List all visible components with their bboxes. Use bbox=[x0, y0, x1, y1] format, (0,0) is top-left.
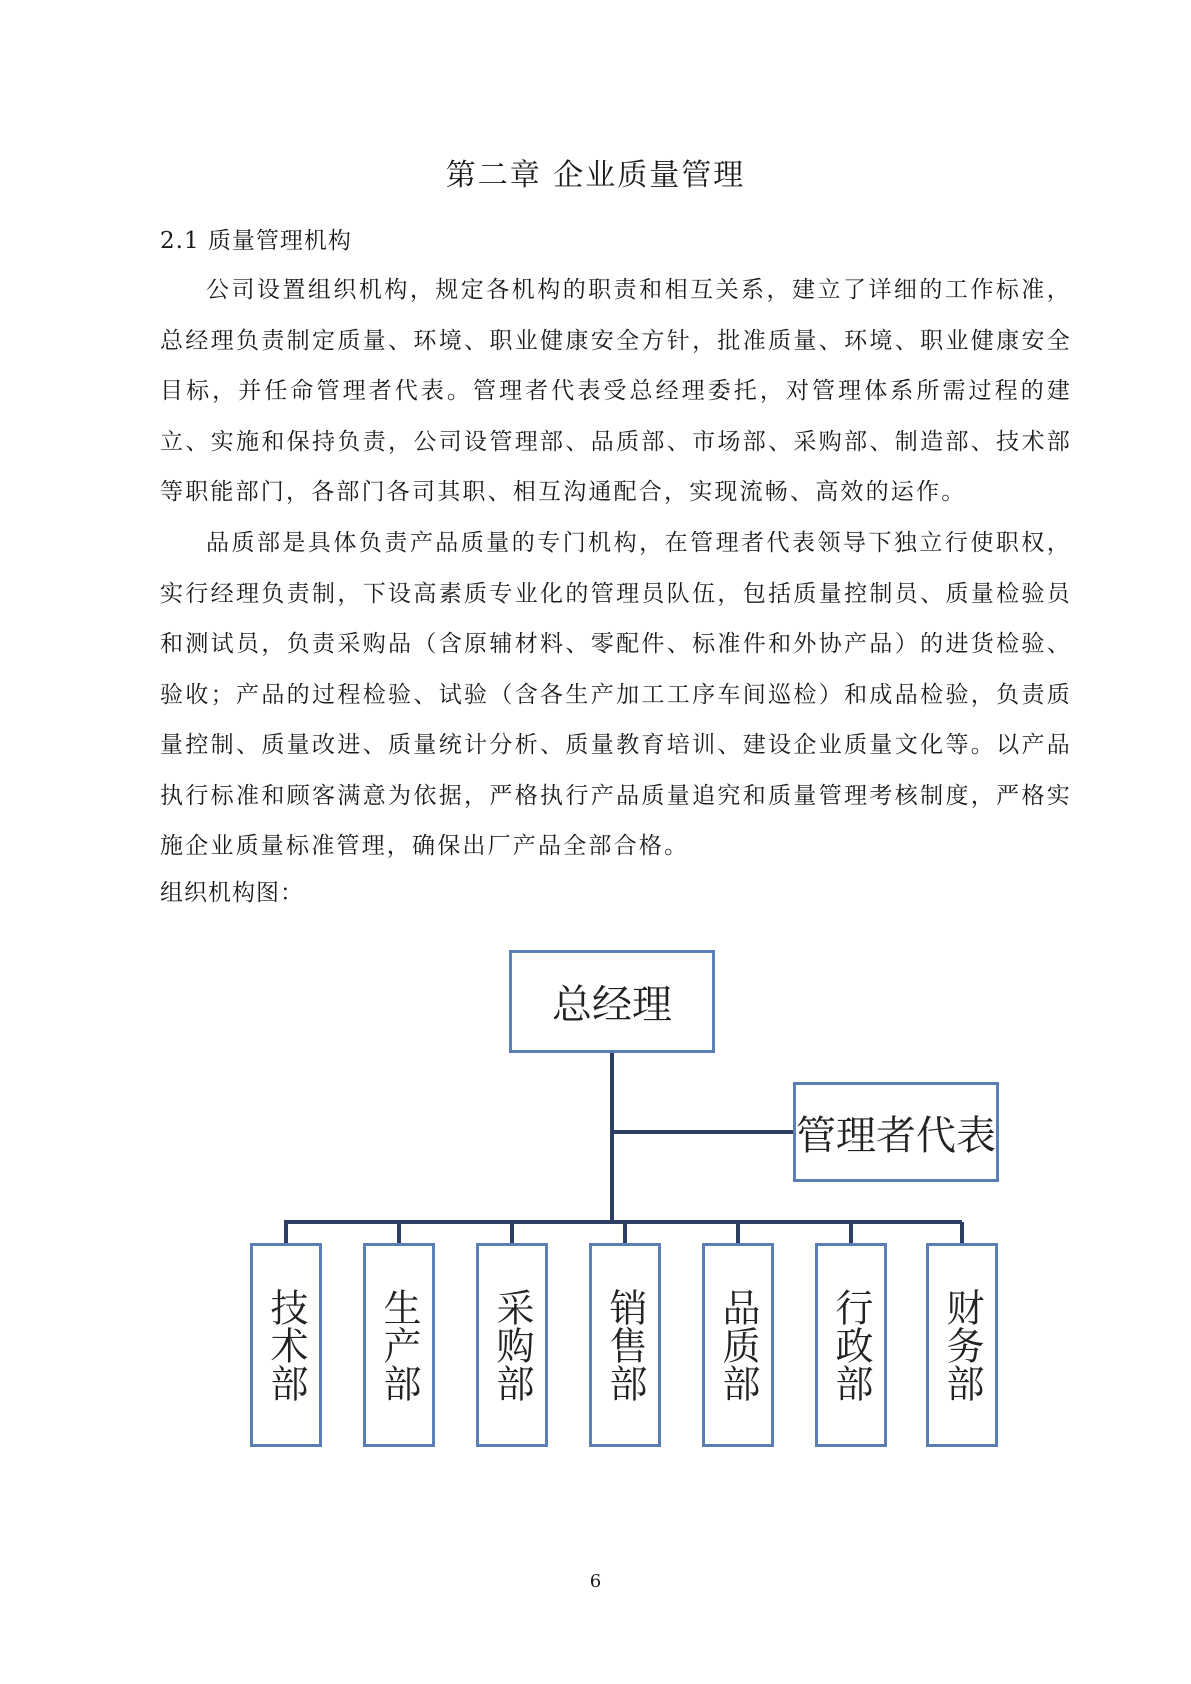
org-box-department: 技术部 bbox=[250, 1243, 322, 1447]
org-box-general-manager: 总经理 bbox=[509, 950, 715, 1053]
body-paragraph: 品质部是具体负责产品质量的专门机构，在管理者代表领导下独立行使职权，实行经理负责制，下设高素质专业化的管理员队伍，包括质量控制员、质量检验员和测试员，负责采购品（含原辅材料、零配件、标准件和外协产品）的进货检验、验收；产品的过程检验、试验（含各生产加工工序车间巡检）和成品检验，负责质量控制、质量改进、质量统计分析、质量教育培训、建设企业质量文化等。以产品执行标准和顾客满意为依据，严格执行产品质量追究和质量管理考核制度，严格实施企业质量标准管理，确保出厂产品全部合格。 bbox=[160, 530, 1072, 859]
org-box-department: 财务部 bbox=[926, 1243, 998, 1447]
org-box-management-representative: 管理者代表 bbox=[793, 1082, 999, 1182]
body-paragraph: 公司设置组织机构，规定各机构的职责和相互关系，建立了详细的工作标准，总经理负责制定质量、环境、职业健康安全方针，批准质量、环境、职业健康安全目标，并任命管理者代表。管理者代表受总经理委托，对管理体系所需过程的建立、实施和保持负责，公司设管理部、品质部、市场部、采购部、制造部、技术部等职能部门，各部门各司其职、相互沟通配合，实现流畅、高效的运作。 bbox=[160, 277, 1072, 505]
org-box-department: 行政部 bbox=[815, 1243, 887, 1447]
org-box-department: 品质部 bbox=[702, 1243, 774, 1447]
org-box-department: 采购部 bbox=[476, 1243, 548, 1447]
org-box-department: 销售部 bbox=[589, 1243, 661, 1447]
org-box-department: 生产部 bbox=[363, 1243, 435, 1447]
chapter-title: 第二章 企业质量管理 bbox=[445, 158, 746, 193]
section-heading: 2.1 质量管理机构 bbox=[160, 228, 352, 254]
org-chart-caption: 组织机构图： bbox=[160, 880, 304, 906]
page-number: 6 bbox=[589, 1571, 602, 1592]
